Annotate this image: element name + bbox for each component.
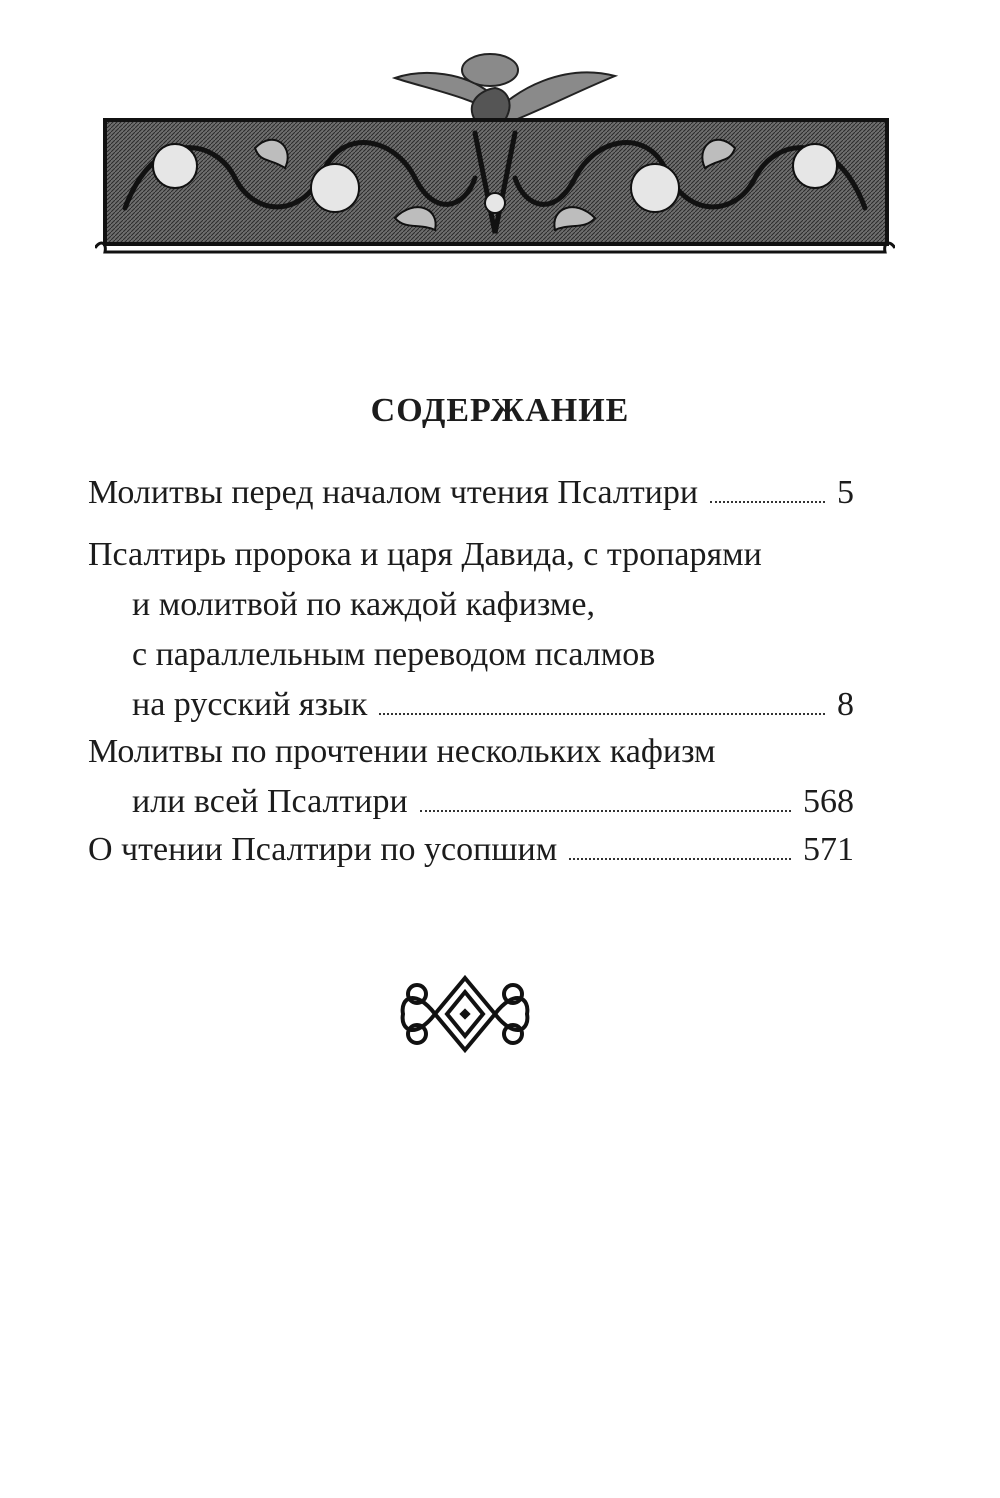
toc-entry bbox=[88, 530, 854, 730]
dot-leader bbox=[379, 713, 825, 715]
toc-entry-title-continuation: с параллельным переводом псалмов bbox=[132, 636, 656, 673]
toc-page-number: 8 bbox=[837, 686, 854, 723]
toc-entry-title: Молитвы перед началом чтения Псалтири bbox=[88, 474, 699, 511]
dot-leader bbox=[569, 858, 791, 860]
dot-leader bbox=[710, 501, 825, 503]
dot-leader bbox=[420, 810, 791, 812]
decorative-tailpiece bbox=[395, 968, 535, 1060]
toc-entry-title: О чтении Псалтири по усопшим bbox=[88, 831, 558, 868]
toc-entry-title: Псалтирь пророка и царя Давида, с тропарями bbox=[88, 536, 762, 573]
toc-page-number: 571 bbox=[803, 831, 854, 868]
decorative-headpiece bbox=[95, 48, 895, 260]
toc-page-number: 5 bbox=[837, 474, 854, 511]
toc-entry bbox=[88, 727, 854, 827]
toc-entry-title-continuation: и молитвой по каждой кафизме, bbox=[132, 586, 595, 623]
toc-page-number: 568 bbox=[803, 783, 854, 820]
toc-entry-title-continuation: или всей Псалтири bbox=[132, 783, 408, 820]
toc-entry-title: Молитвы по прочтении нескольких кафизм bbox=[88, 733, 716, 770]
toc-entry bbox=[88, 468, 854, 518]
toc-entry-title-continuation: на русский язык bbox=[132, 686, 368, 723]
toc-entry bbox=[88, 825, 854, 875]
page-title: СОДЕРЖАНИЕ bbox=[370, 392, 630, 429]
